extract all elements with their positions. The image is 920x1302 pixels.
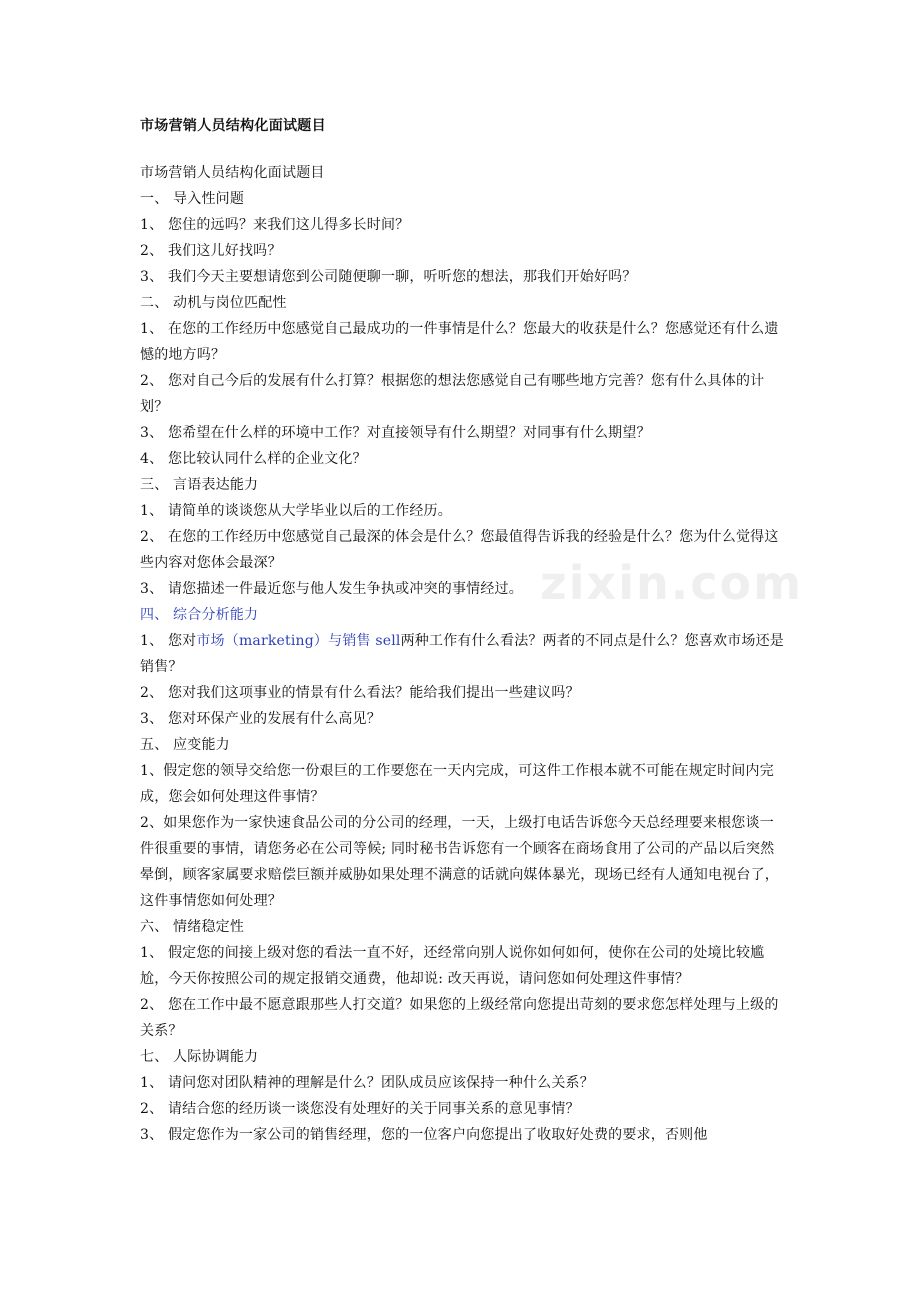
text-line: 六、 情绪稳定性 [140,919,245,935]
text-line: 2、 您对自己今后的发展有什么打算？根据您的想法您感觉自己有哪些地方完善？您有什么具体的计划？ [140,373,765,415]
document-body [140,160,785,1148]
text-line: 3、 假定您作为一家公司的销售经理，您的一位客户向您提出了收取好处费的要求，否则他 [140,1127,708,1143]
highlighted-term: 市场（marketing）与销售 sell [196,633,401,649]
text-line: 3、 我们今天主要想请您到公司随便聊一聊，听听您的想法，那我们开始好吗？ [140,269,637,285]
text-line: 1、假定您的领导交给您一份艰巨的工作要您在一天内完成，可这件工作根本就不可能在规定时间内完成，您会如何处理这件事情？ [140,763,774,805]
text-line: 五、 应变能力 [140,737,230,753]
text-line: 3、 请您描述一件最近您与他人发生争执或冲突的事情经过。 [140,581,523,597]
text-line: 1、 假定您的间接上级对您的看法一直不好，还经常向别人说你如何如何，使你在公司的处境比较尴尬，今天你按照公司的规定报销交通费，他却说: 改天再说，请问您如何处理这件事情？ [140,945,765,987]
text-line: 2、 您对我们这项事业的情景有什么看法？能给我们提出一些建议吗？ [140,685,580,701]
text-line: 1、 在您的工作经历中您感觉自己最成功的一件事情是什么？您最大的收获是什么？您感觉还有什么遗憾的地方吗？ [140,321,779,363]
text-line: 2、 我们这儿好找吗？ [140,243,282,259]
text-line: 2、 您在工作中最不愿意跟那些人打交道？如果您的上级经常向您提出苛刻的要求您怎样处理与上级的关系？ [140,997,779,1039]
watermark: zixin.com [540,556,804,610]
document-subtitle: 市场营销人员结构化面试题目 [140,165,325,181]
text-line [140,628,785,680]
text-line: 1、 请简单的谈谈您从大学毕业以后的工作经历。 [140,503,452,519]
document-title: 市场营销人员结构化面试题目 [140,118,326,134]
text-line: 二、 动机与岗位匹配性 [140,295,287,311]
text-line: 3、 您希望在什么样的环境中工作？对直接领导有什么期望？对同事有什么期望？ [140,425,651,441]
line-suffix: 两种工作有什么看法？两者的不同点是什么？您喜欢市场还是销售？ [140,633,785,675]
line-prefix: 1、 您对 [140,633,197,649]
text-line: 2、 在您的工作经历中您感觉自己最深的体会是什么？您最值得告诉我的经验是什么？您为什么觉得这些内容对您体会最深？ [140,529,779,571]
text-line: 1、 您住的远吗？来我们这儿得多长时间？ [140,217,410,233]
question-list [140,186,785,1148]
text-line: 一、 导入性问题 [140,191,245,207]
text-line: 三、 言语表达能力 [140,477,259,493]
text-line: 四、 综合分析能力 [140,607,259,623]
text-line: 七、 人际协调能力 [140,1049,259,1065]
text-line: 4、 您比较认同什么样的企业文化？ [140,451,367,467]
text-line: 3、 您对环保产业的发展有什么高见？ [140,711,381,727]
text-line: 2、如果您作为一家快速食品公司的分公司的经理，一天，上级打电话告诉您今天总经理要来根您谈一件很重要的事情，请您务必在公司等候; 同时秘书告诉您有一个顾客在商场食用了公司的产品以后突然晕倒，顾客家属要求赔偿巨额并威胁如果处理不满意的话就向媒体暴光，现场已经有人通知电视台了，这件事情您如何处理？ [140,815,779,909]
text-line: 2、 请结合您的经历谈一谈您没有处理好的关于同事关系的意见事情？ [140,1101,580,1117]
text-line: 1、 请问您对团队精神的理解是什么？团队成员应该保持一种什么关系？ [140,1075,594,1091]
